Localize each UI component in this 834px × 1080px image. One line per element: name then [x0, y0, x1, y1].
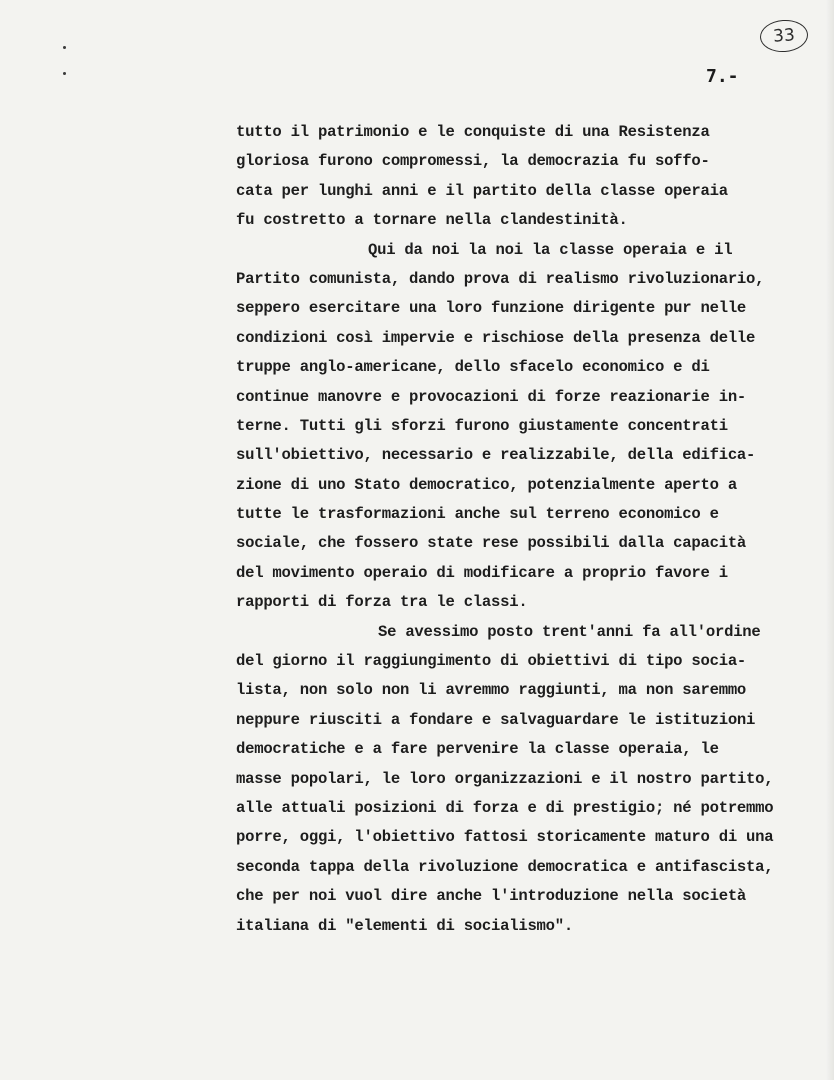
- text-line: fu costretto a tornare nella clandestinità.: [236, 211, 628, 230]
- text-line: truppe anglo-americane, dello sfacelo economico e di: [236, 358, 710, 377]
- punch-hole-marks: [60, 42, 70, 82]
- hole-mark: [63, 72, 66, 75]
- text-line: lista, non solo non li avremmo raggiunti, ma non saremmo: [236, 681, 747, 700]
- text-line: tutto il patrimonio e le conquiste di una Resistenza: [236, 123, 710, 141]
- text-line: del movimento operaio di modificare a proprio favore i: [236, 563, 728, 582]
- text-line: gloriosa furono compromessi, la democrazia fu soffo-: [236, 152, 710, 171]
- text-line: condizioni così impervie e rischiose della presenza delle: [236, 328, 756, 347]
- text-line: democratiche e a fare pervenire la classe operaia, le: [236, 740, 719, 759]
- text-line: italiana di "elementi di socialismo".: [236, 916, 573, 935]
- text-line: cata per lunghi anni e il partito della classe operaia: [236, 181, 728, 200]
- text-line: terne. Tutti gli sforzi furono giustamente concentrati: [236, 416, 728, 435]
- text-line: del giorno il raggiungimento di obiettivi di tipo socia-: [236, 652, 747, 671]
- hole-mark: [63, 46, 66, 49]
- text-line: rapporti di forza tra le classi.: [236, 593, 528, 612]
- text-line: sociale, che fossero state rese possibili dalla capacità: [236, 534, 747, 553]
- text-line: Qui da noi la noi la classe operaia e il: [368, 240, 733, 259]
- text-line: Partito comunista, dando prova di realismo rivoluzionario,: [236, 269, 765, 288]
- text-line: che per noi vuol dire anche l'introduzione nella società: [236, 887, 747, 906]
- page-number: 7.-: [706, 66, 739, 87]
- text-line: tutte le trasformazioni anche sul terreno economico e: [236, 505, 719, 524]
- text-line: continue manovre e provocazioni di forze reazionarie in-: [236, 387, 747, 406]
- archive-page-stamp: 33: [759, 18, 809, 53]
- text-line: seconda tappa della rivoluzione democratica e antifascista,: [236, 857, 774, 876]
- text-line: seppero esercitare una loro funzione dirigente pur nelle: [236, 299, 747, 318]
- text-line: alle attuali posizioni di forza e di prestigio; né potremmo: [236, 798, 774, 817]
- text-line: Se avessimo posto trent'anni fa all'ordine: [378, 622, 761, 641]
- text-line: masse popolari, le loro organizzazioni e il nostro partito,: [236, 769, 774, 788]
- text-line: sull'obiettivo, necessario e realizzabile, della edifica-: [236, 446, 756, 465]
- typed-body-text: [236, 118, 834, 941]
- text-line: neppure riusciti a fondare e salvaguardare le istituzioni: [236, 710, 756, 729]
- text-line: porre, oggi, l'obiettivo fattosi storicamente maturo di una: [236, 828, 774, 847]
- text-line: zione di uno Stato democratico, potenzialmente aperto a: [236, 475, 737, 494]
